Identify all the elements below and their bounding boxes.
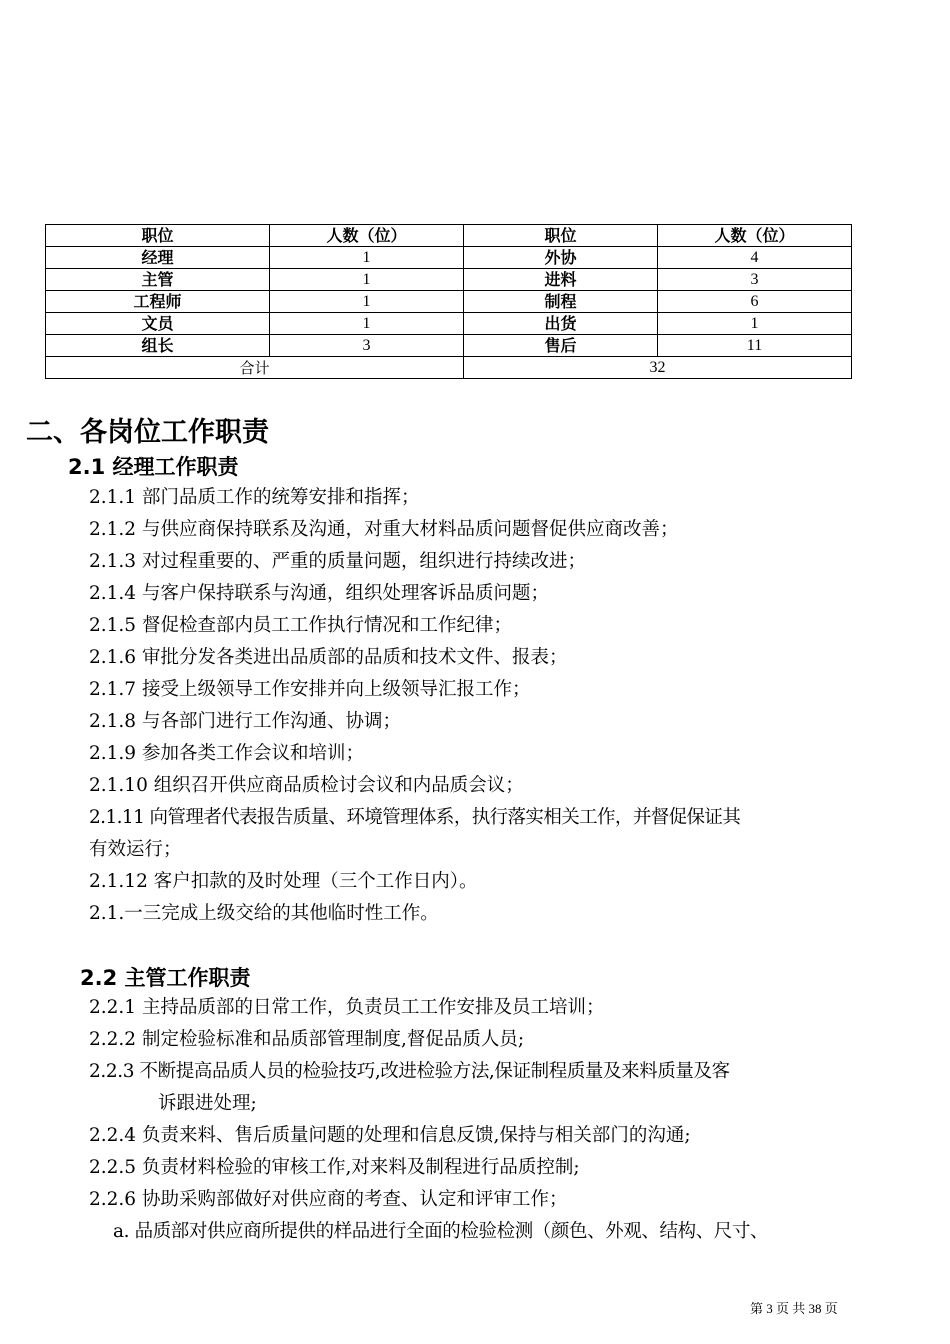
duty-item: 2.1.3 对过程重要的、严重的质量问题，组织进行持续改进； (89, 551, 586, 572)
table-row (46, 269, 852, 291)
duty-item: 2.1.9 参加各类工作会议和培训； (89, 743, 364, 764)
headcount-cell: 3 (270, 335, 464, 357)
duty-item: 2.1.6 审批分发各类进出品质部的品质和技术文件、报表； (89, 647, 568, 668)
headcount-cell: 4 (658, 247, 852, 269)
duty-item: 2.2.4 负责来料、售后质量问题的处理和信息反馈,保持与相关部门的沟通; (89, 1125, 691, 1146)
headcount-cell: 1 (270, 269, 464, 291)
duty-item: 2.1.5 督促检查部内员工工作执行情况和工作纪律； (89, 615, 512, 636)
position-cell: 工程师 (46, 291, 270, 313)
duty-item: 2.1.4 与客户保持联系与沟通，组织处理客诉品质问题； (89, 583, 549, 604)
position-cell: 主管 (46, 269, 270, 291)
total-value: 32 (464, 357, 852, 379)
duty-item: 2.2.5 负责材料检验的审核工作,对来料及制程进行品质控制; (89, 1157, 580, 1178)
duty-item: 2.2.6 协助采购部做好对供应商的考查、认定和评审工作； (89, 1189, 568, 1210)
position-cell: 文员 (46, 313, 270, 335)
duty-item: 2.2.1 主持品质部的日常工作，负责员工工作安排及员工培训； (89, 997, 605, 1018)
headcount-cell: 3 (658, 269, 852, 291)
duty-item: 2.1.11 向管理者代表报告质量、环境管理体系，执行落实相关工作，并督促保证其 (89, 807, 741, 828)
section-title: 二、各岗位工作职责 (26, 417, 269, 448)
headcount-cell: 11 (658, 335, 852, 357)
sub-item: a. 品质部对供应商所提供的样品进行全面的检验检测（颜色、外观、结构、尺寸、 (113, 1221, 769, 1242)
duty-item: 2.1.2 与供应商保持联系及沟通，对重大材料品质问题督促供应商改善； (89, 519, 679, 540)
duty-item: 2.2.3 不断提高品质人员的检验技巧,改进检验方法,保证制程质量及来料质量及客 (89, 1061, 730, 1082)
position-cell: 组长 (46, 335, 270, 357)
duty-item-continuation: 有效运行； (89, 839, 182, 860)
position-cell: 制程 (464, 291, 658, 313)
headcount-cell: 1 (658, 313, 852, 335)
headcount-cell: 6 (658, 291, 852, 313)
subsection-title-2-2: 2.2 主管工作职责 (80, 966, 251, 990)
duty-item: 2.1.1 部门品质工作的统筹安排和指挥； (89, 487, 420, 508)
position-cell: 出货 (464, 313, 658, 335)
table-row (46, 313, 852, 335)
header-headcount: 人数（位） (658, 225, 852, 247)
headcount-cell: 1 (270, 247, 464, 269)
duty-item: 2.1.12 客户扣款的及时处理（三个工作日内）。 (89, 871, 478, 892)
table-row (46, 335, 852, 357)
duty-item: 2.1.10 组织召开供应商品质检讨会议和内品质会议； (89, 775, 524, 796)
total-label: 合计 (46, 357, 464, 379)
duty-item: 2.1.8 与各部门进行工作沟通、协调； (89, 711, 401, 732)
table-row (46, 291, 852, 313)
position-cell: 进料 (464, 269, 658, 291)
header-headcount: 人数（位） (270, 225, 464, 247)
table-header-row (46, 225, 852, 247)
duty-item: 2.2.2 制定检验标准和品质部管理制度,督促品质人员; (89, 1029, 525, 1050)
duty-item-continuation: 诉跟进处理; (158, 1093, 257, 1114)
duty-item: 2.1.7 接受上级领导工作安排并向上级领导汇报工作； (89, 679, 531, 700)
header-position: 职位 (464, 225, 658, 247)
page-number: 第 3 页 共 38 页 (750, 1301, 838, 1316)
position-cell: 售后 (464, 335, 658, 357)
position-cell: 经理 (46, 247, 270, 269)
header-position: 职位 (46, 225, 270, 247)
table-row (46, 247, 852, 269)
duty-item: 2.1.一三完成上级交给的其他临时性工作。 (89, 903, 439, 924)
subsection-title-2-1: 2.1 经理工作职责 (68, 455, 239, 479)
table-total-row (46, 357, 852, 379)
headcount-cell: 1 (270, 291, 464, 313)
headcount-cell: 1 (270, 313, 464, 335)
staffing-table (45, 224, 852, 379)
position-cell: 外协 (464, 247, 658, 269)
